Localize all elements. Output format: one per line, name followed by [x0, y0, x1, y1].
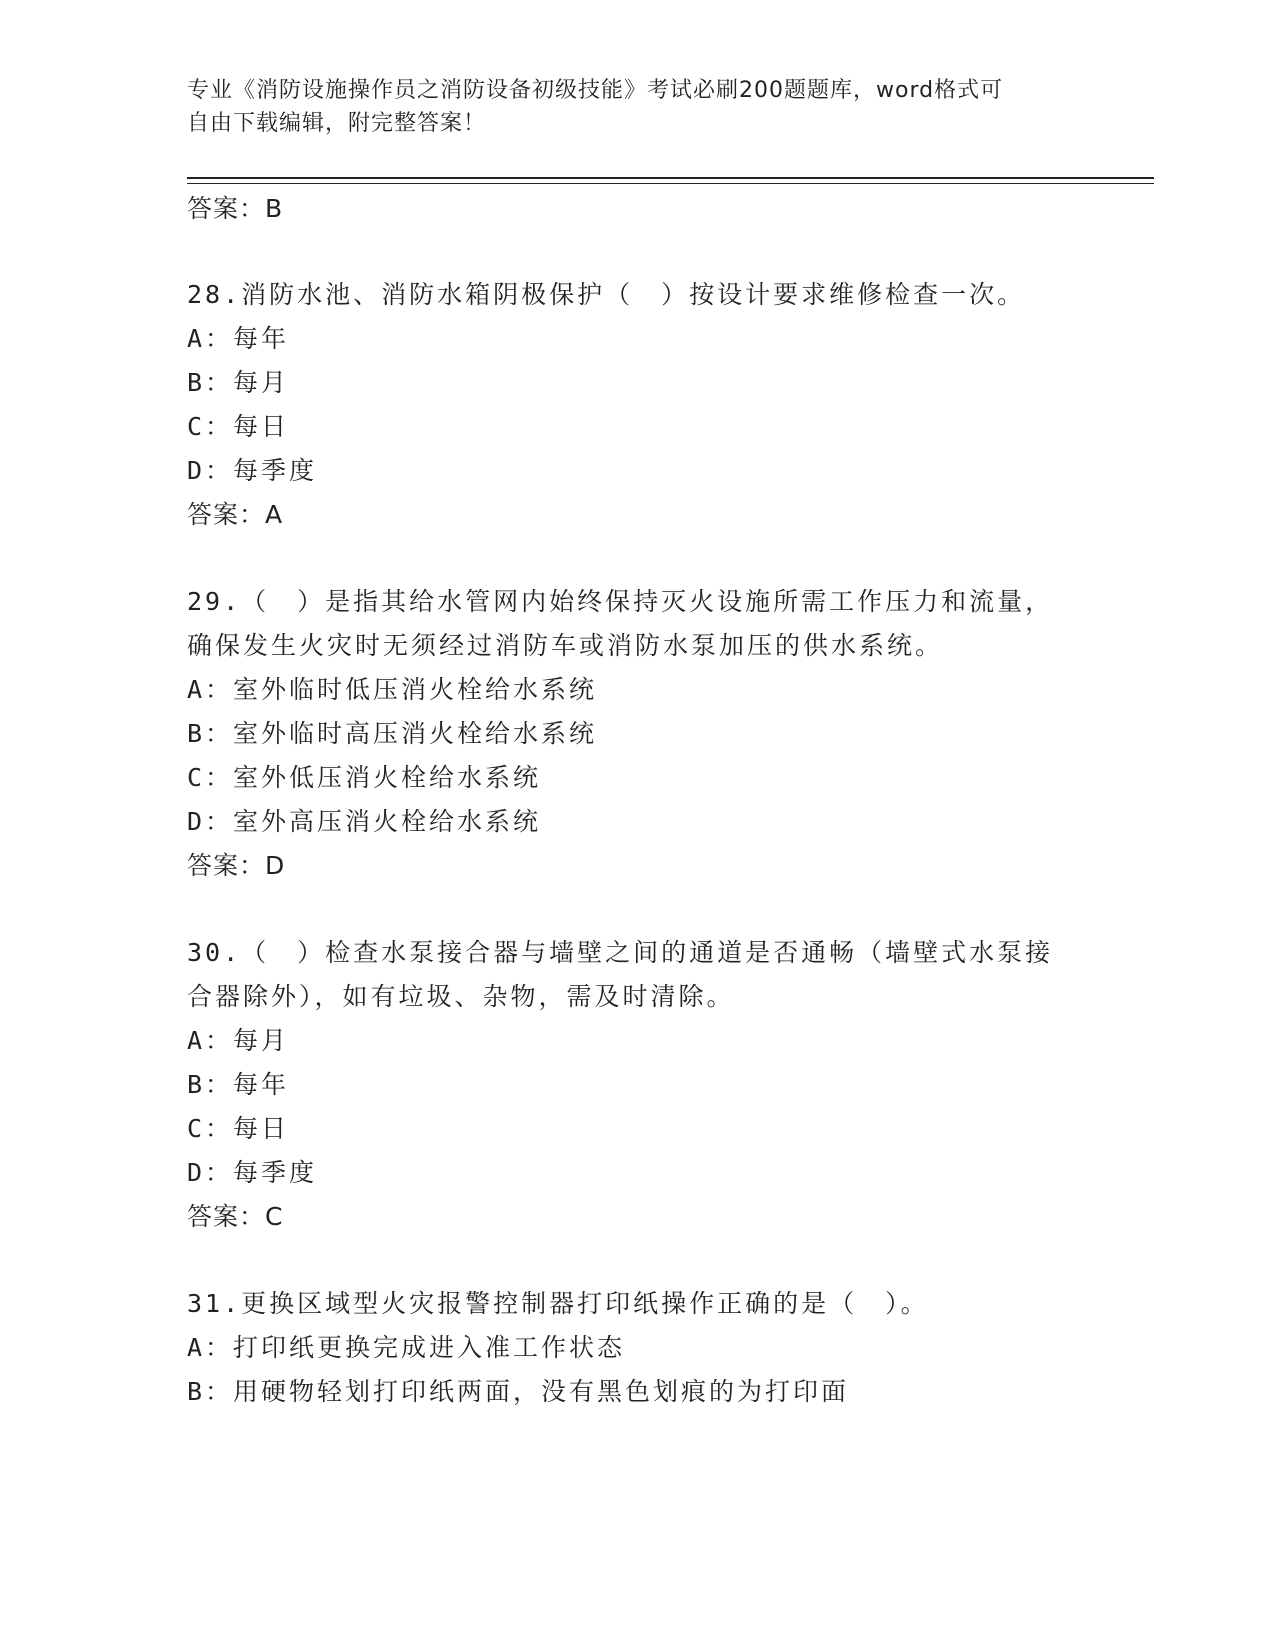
question-29-line-2: 确保发生火灾时无须经过消防车或消防水泵加压的供水系统。 [187, 631, 944, 660]
question-30-line-2: 合器除外），如有垃圾、杂物，需及时清除。 [187, 982, 735, 1011]
header-line-2: 自由下载编辑，附完整答案！ [187, 111, 487, 136]
q29-option-d: D：室外高压消火栓给水系统 [187, 807, 542, 836]
q29-option-a: A：室外临时低压消火栓给水系统 [187, 675, 598, 704]
answer-28: 答案：A [187, 500, 284, 529]
q30-option-a: A：每月 [187, 1026, 290, 1055]
document-header [187, 74, 1067, 140]
question-30-line-1: 30.（ ）检查水泵接合器与墙壁之间的通道是否通畅（墙壁式水泵接 [187, 938, 1054, 967]
q30-option-d: D：每季度 [187, 1158, 318, 1187]
q28-option-c: C：每日 [187, 412, 290, 441]
q28-option-a: A：每年 [187, 324, 290, 353]
header-divider-thick [187, 177, 1154, 179]
q28-option-d: D：每季度 [187, 456, 318, 485]
q31-option-b: B：用硬物轻划打印纸两面，没有黑色划痕的为打印面 [187, 1377, 850, 1406]
question-31: 31.更换区域型火灾报警控制器打印纸操作正确的是（ ）。 [187, 1289, 929, 1318]
question-28: 28.消防水池、消防水箱阴极保护（ ）按设计要求维修检查一次。 [187, 280, 1026, 309]
q30-option-b: B：每年 [187, 1070, 290, 1099]
q29-option-b: B：室外临时高压消火栓给水系统 [187, 719, 598, 748]
q29-option-c: C：室外低压消火栓给水系统 [187, 763, 542, 792]
answer-30: 答案：C [187, 1202, 284, 1231]
header-divider-thin [187, 183, 1154, 184]
q30-option-c: C：每日 [187, 1114, 290, 1143]
answer-29: 答案：D [187, 851, 286, 880]
q31-option-a: A：打印纸更换完成进入准工作状态 [187, 1333, 626, 1362]
answer-27: 答案：B [187, 194, 284, 223]
q28-option-b: B：每月 [187, 368, 290, 397]
question-29-line-1: 29.（ ）是指其给水管网内始终保持灭火设施所需工作压力和流量， [187, 587, 1054, 616]
header-line-1: 专业《消防设施操作员之消防设备初级技能》考试必刷200题题库，word格式可 [187, 78, 1004, 103]
